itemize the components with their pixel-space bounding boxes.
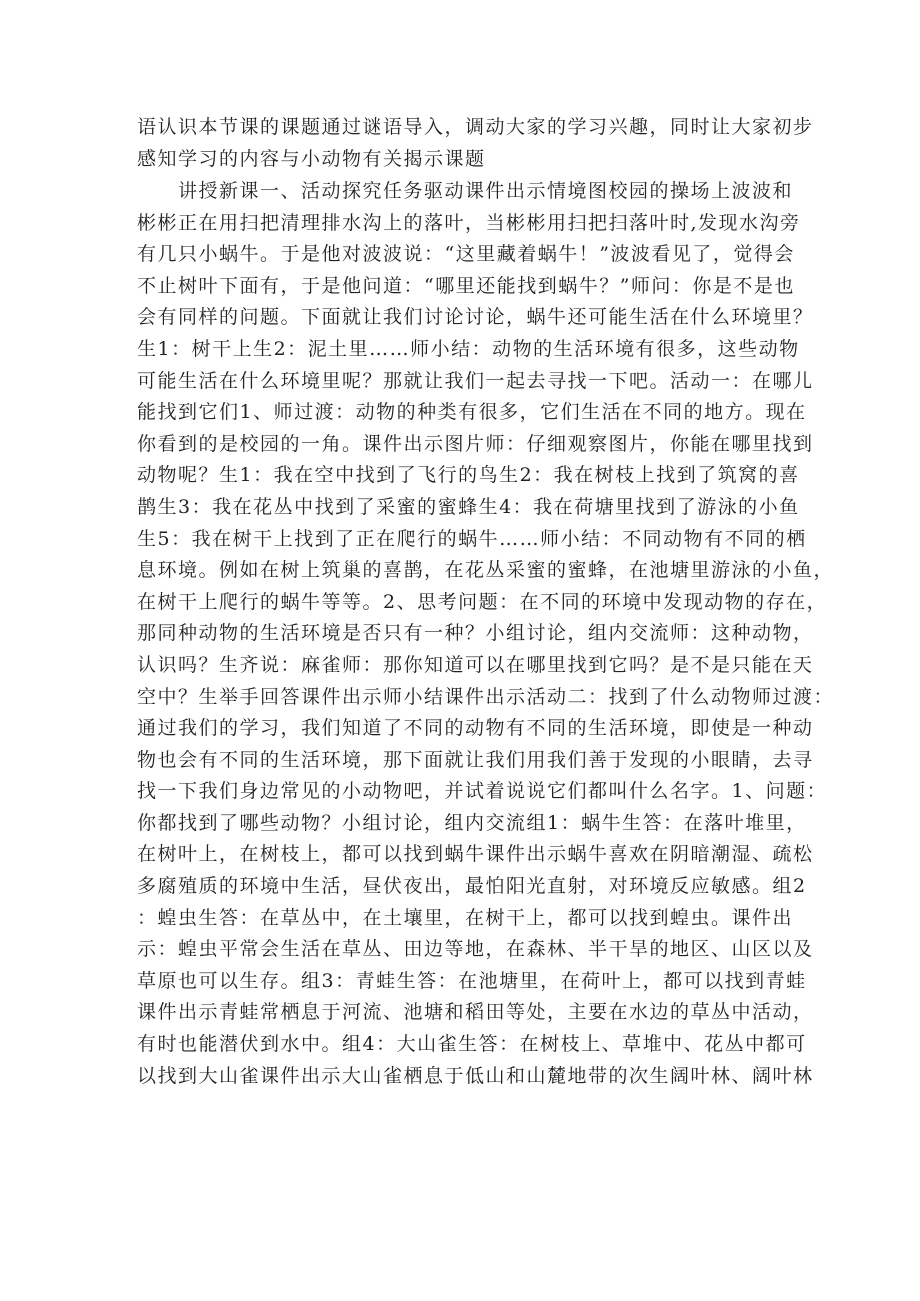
text-line: 示：蝗虫平常会生活在草丛、田边等地，在森林、半干旱的地区、山区以及 [137, 938, 814, 961]
text-line: 在树叶上，在树枝上，都可以找到蜗牛课件出示蜗牛喜欢在阴暗潮湿、疏松 [137, 843, 814, 866]
text-line: 鹊生3：我在花丛中找到了采蜜的蜜蜂生4：我在荷塘里找到了游泳的小鱼 [137, 495, 800, 518]
text-line: 有几只小蜗牛。于是他对波波说：“这里藏着蜗牛！”波波看见了，觉得会 [137, 243, 795, 266]
text-line: 有时也能潜伏到水中。组4：大山雀生答：在树枝上、草堆中、花丛中都可 [137, 1033, 807, 1056]
text-line: 草原也可以生存。组3：青蛙生答：在池塘里，在荷叶上，都可以找到青蛙 [137, 969, 807, 992]
text-line: 以找到大山雀课件出示大山雀栖息于低山和山麓地带的次生阔叶林、阔叶林 [137, 1064, 814, 1087]
text-line: ：蝗虫生答：在草丛中，在土壤里，在树干上，都可以找到蝗虫。课件出 [137, 906, 794, 929]
text-line: 彬彬正在用扫把清理排水沟上的落叶，当彬彬用扫把扫落叶时,发现水沟旁 [137, 211, 801, 234]
intro-paragraph [137, 112, 814, 175]
text-line: 课件出示青蛙常栖息于河流、池塘和稻田等处，主要在水边的草丛中活动， [137, 1001, 814, 1024]
text-line: 会有同样的问题。下面就让我们讨论讨论，蜗牛还可能生活在什么环境里？ [137, 306, 814, 329]
text-line: 不止树叶下面有，于是他问道：“哪里还能找到蜗牛？”师问：你是不是也 [137, 274, 795, 297]
text-line: 在树干上爬行的蜗牛等等。2、思考问题：在不同的环境中发现动物的存在， [137, 590, 828, 613]
text-line: 空中？生举手回答课件出示师小结课件出示活动二：找到了什么动物师过渡： [137, 685, 835, 708]
text-line: 能找到它们1、师过渡：动物的种类有很多，它们生活在不同的地方。现在 [137, 401, 807, 424]
text-line: 认识吗？生齐说：麻雀师：那你知道可以在哪里找到它吗？是不是只能在天 [137, 653, 814, 676]
text-line: 生1：树干上生2：泥土里……师小结：动物的生活环境有很多，这些动物 [137, 337, 800, 360]
text-line: 生5：我在树干上找到了正在爬行的蜗牛……师小结：不同动物有不同的栖 [137, 527, 807, 550]
text-line: 找一下我们身边常见的小动物吧，并试着说说它们都叫什么名字。1、问题： [137, 780, 828, 803]
text-line: 那同种动物的生活环境是否只有一种？小组讨论，组内交流师：这种动物， [137, 622, 814, 645]
text-line: 物也会有不同的生活环境，那下面就让我们用我们善于发现的小眼睛，去寻 [137, 748, 814, 771]
text-line: 语认识本节课的课题通过谜语导入，调动大家的学习兴趣，同时让大家初步 [137, 116, 814, 138]
text-line: 息环境。例如在树上筑巢的喜鹊，在花丛采蜜的蜜蜂，在池塘里游泳的小鱼， [137, 559, 835, 582]
main-paragraph [137, 176, 835, 1092]
text-line: 动物呢？生1：我在空中找到了飞行的鸟生2：我在树枝上找到了筑窝的喜 [137, 464, 800, 487]
text-line: 你看到的是校园的一角。课件出示图片师：仔细观察图片，你能在哪里找到 [137, 432, 814, 455]
text-line: 感知学习的内容与小动物有关揭示课题 [137, 147, 486, 170]
text-line: 可能生活在什么环境里呢？那就让我们一起去寻找一下吧。活动一：在哪儿 [137, 369, 814, 392]
text-line: 你都找到了哪些动物？小组讨论，组内交流组1：蜗牛生答：在落叶堆里， [137, 811, 807, 834]
text-line: 多腐殖质的环境中生活，昼伏夜出，最怕阳光直射，对环境反应敏感。组2 [137, 875, 807, 898]
text-line: 讲授新课一、活动探究任务驱动课件出示情境图校园的操场上波波和 [137, 180, 794, 202]
text-line: 通过我们的学习，我们知道了不同的动物有不同的生活环境，即使是一种动 [137, 717, 814, 740]
